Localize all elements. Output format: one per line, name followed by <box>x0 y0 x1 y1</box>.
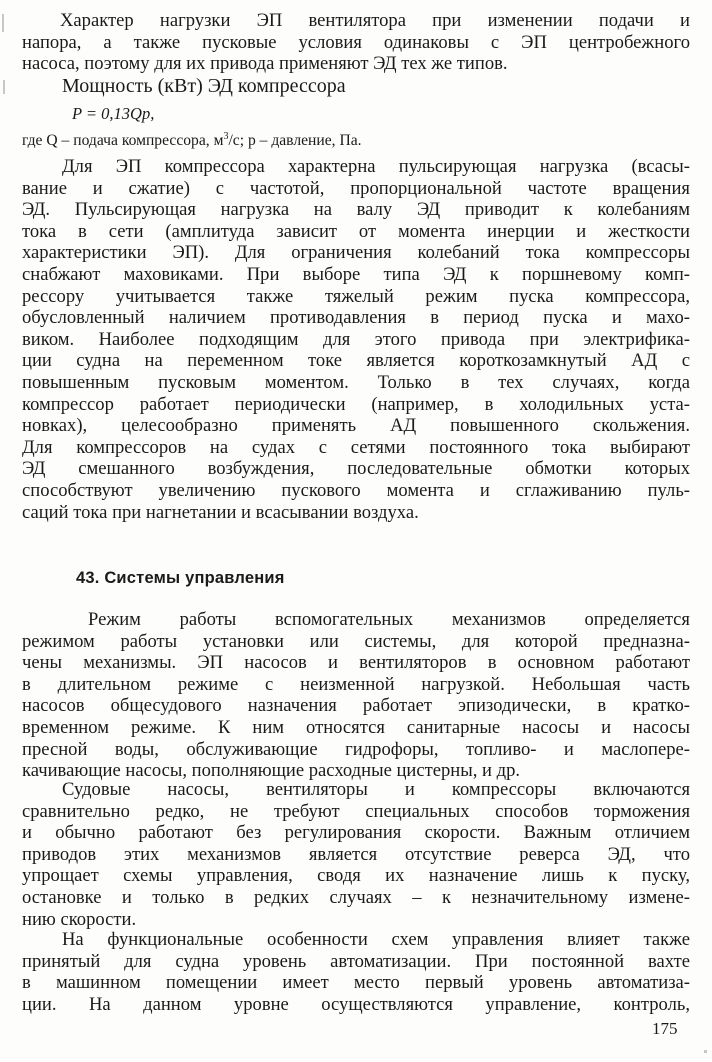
text-line: ции судна на переменном токе является короткозамкнутый АД с <box>22 350 690 372</box>
power-formula: P = 0,13Qp, <box>72 104 155 123</box>
text-line: насосов общесудового назначения работает эпизодически, в кратко- <box>22 695 690 717</box>
text-line: повышенным пусковым моментом. Только в тех случаях, когда <box>22 371 690 393</box>
text-line: нию скорости. <box>22 908 137 930</box>
formula-legend-exponent: 3 <box>223 131 229 142</box>
compressor-power-heading: Мощность (кВт) ЭД компрессора <box>62 75 346 97</box>
text-line: тока в сети (амплитуда зависит от момента инерции и жесткости <box>22 220 690 242</box>
text-line: пресной воды, обслуживающие гидрофоры, топливо- и маслопере- <box>22 738 690 760</box>
text-line: упрощает схемы управления, сводя их назначение лишь к пуску, <box>22 865 690 887</box>
text-line: Для компрессоров на судах с сетями постоянного тока выбирают <box>22 436 690 458</box>
text-line: качивающие насосы, пополняющие расходные цистерны, и др. <box>22 760 521 782</box>
text-line: насоса, поэтому для их привода применяют ЭД тех же типов. <box>22 53 508 75</box>
automation-paragraph <box>22 929 690 1015</box>
text-line: в машинном помещении имеет место первый уровень автоматиза- <box>22 972 690 994</box>
text-line: сравнительно редко, не требуют специальных способов торможения <box>22 800 690 822</box>
text-line: напора, а также пусковые условия одинаковы с ЭП центробежного <box>22 31 690 53</box>
text-line: режимом работы установки или системы, для которой предназна- <box>22 630 690 652</box>
text-line: Судовые насосы, вентиляторы и компрессоры включаются <box>62 779 690 800</box>
text-line: и обычно работают без регулирования скорости. Важным отличием <box>22 822 690 844</box>
text-line: ЭД. Пульсирующая нагрузка на валу ЭД приводит к колебаниям <box>22 199 690 221</box>
text-line: остановке и только в редких случаях – к незначительному измене- <box>22 886 690 908</box>
text-line: ции. На данном уровне осуществляются управление, контроль, <box>22 993 690 1015</box>
intro-paragraph <box>22 10 690 75</box>
text-line: вание и сжатие) с частотой, пропорциональной частоте вращения <box>22 177 690 199</box>
text-line: обусловленный наличием противодавления в период пуска и махо- <box>22 307 690 329</box>
text-line: рессору учитывается также тяжелый режим пуска компрессора, <box>22 285 690 307</box>
ship-mechanisms-paragraph <box>22 779 690 930</box>
text-line: На функциональные особенности схем управления влияет также <box>62 929 690 950</box>
text-line: саций тока при нагнетании и всасывании воздуха. <box>22 501 419 523</box>
compressor-paragraph <box>22 156 690 523</box>
text-line: компрессор работает периодически (например, в холодильных уста- <box>22 393 690 415</box>
formula-legend-suffix: /с; p – давление, Па. <box>228 132 362 149</box>
text-line: Характер нагрузки ЭП вентилятора при изменении подачи и <box>60 10 690 31</box>
text-line: Для ЭП компрессора характерна пульсирующая нагрузка (всасы- <box>62 156 690 177</box>
section-title: 43. Системы управления <box>76 569 285 587</box>
text-line: чены механизмы. ЭП насосов и вентиляторов в основном работают <box>22 652 690 674</box>
formula-legend-prefix: где Q – подача компрессора, м <box>22 132 224 149</box>
text-line: способствуют увеличению пускового момента и сглаживанию пуль- <box>22 479 690 501</box>
scan-artifact <box>2 14 4 32</box>
text-line: приводов этих механизмов является отсутствие реверса ЭД, что <box>22 843 690 865</box>
text-line: временном режиме. К ним относятся санитарные насосы и насосы <box>22 716 690 738</box>
scan-artifact <box>3 80 5 94</box>
text-line: в длительном режиме с неизменной нагрузкой. Небольшая часть <box>22 673 690 695</box>
text-line: ЭД смешанного возбуждения, последовательные обмотки которых <box>22 458 690 480</box>
text-line: виком. Наиболее подходящим для этого привода при электрифика- <box>22 328 690 350</box>
page-number: 175 <box>652 1019 678 1038</box>
scan-artifact <box>704 1050 707 1053</box>
text-line: снабжают маховиками. При выборе типа ЭД к поршневому комп- <box>22 263 690 285</box>
formula-legend <box>22 127 362 151</box>
text-line: Режим работы вспомогательных механизмов определяется <box>88 609 690 630</box>
modes-paragraph <box>22 609 690 782</box>
text-line: принятый для судна уровень автоматизации. При постоянной вахте <box>22 950 690 972</box>
text-line: новках), целесообразно применять АД повышенного скольжения. <box>22 415 690 437</box>
text-line: характеристики ЭП). Для ограничения колебаний тока компрессоры <box>22 242 690 264</box>
